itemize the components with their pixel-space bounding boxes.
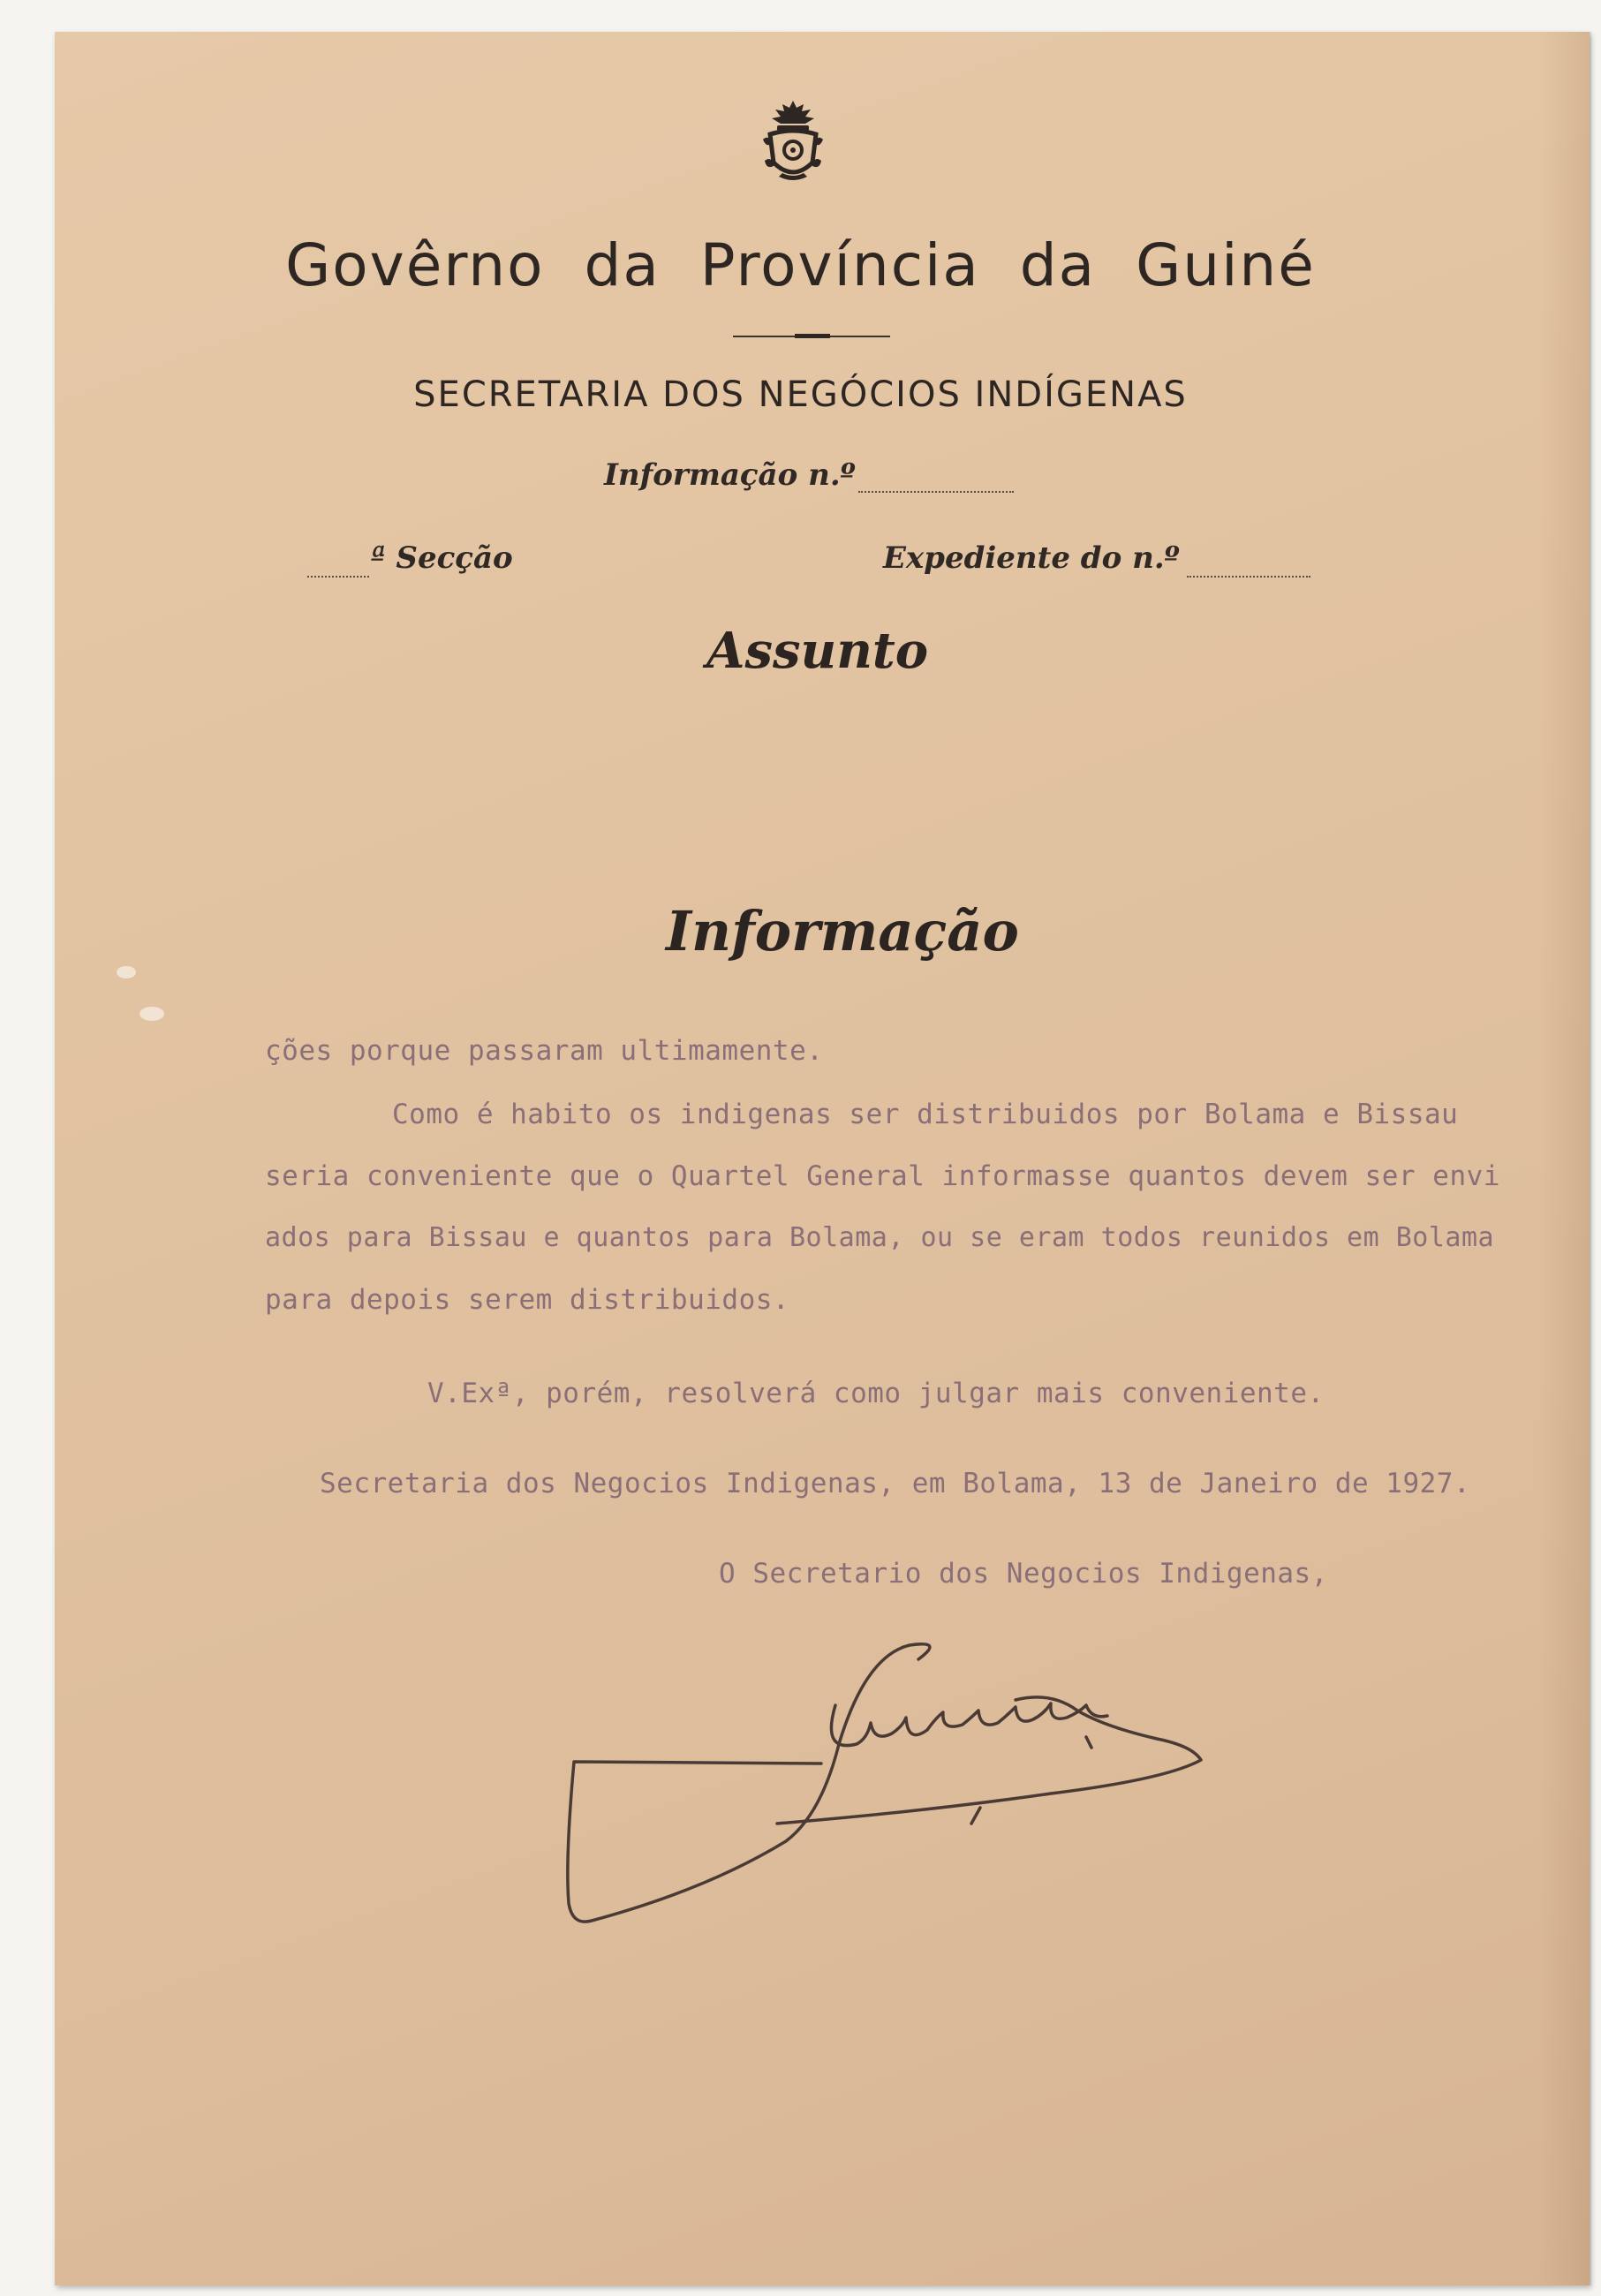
section-label: ª Secção — [371, 540, 513, 576]
body-line: seria conveniente que o Quartel General informasse quantos devem ser envi — [265, 1160, 1500, 1192]
information-number-field — [858, 491, 1014, 493]
paper-shadow-edge — [1538, 32, 1591, 2285]
body-line: Como é habito os indigenas ser distribuidos por Bolama e Bissau — [392, 1099, 1459, 1130]
body-line: ções porque passaram ultimamente. — [265, 1035, 824, 1067]
subject-heading: Assunto — [706, 622, 929, 680]
title-divider-ornament — [795, 334, 830, 338]
place-date-line: Secretaria dos Negocios Indigenas, em Bolama, 13 de Janeiro de 1927. — [320, 1468, 1471, 1499]
closing-line: V.Exª, porém, resolverá como julgar mais conveniente. — [427, 1378, 1325, 1409]
government-title: Govêrno da Província da Guiné — [285, 231, 1316, 299]
section-number-field — [307, 576, 369, 578]
handwritten-signature — [556, 1638, 1263, 1938]
body-line: ados para Bissau e quantos para Bolama, ou se eram todos reunidos em Bolama — [265, 1222, 1495, 1253]
information-heading: Informação — [666, 899, 1019, 963]
document-sheet — [55, 32, 1590, 2285]
coat-of-arms-icon — [759, 99, 827, 185]
information-number-label: Informação n.º — [604, 457, 856, 493]
department-title: SECRETARIA DOS NEGÓCIOS INDÍGENAS — [413, 374, 1188, 415]
body-line: para depois serem distribuidos. — [265, 1284, 790, 1316]
paper-stain — [117, 966, 136, 978]
dispatch-label: Expediente do n.º — [883, 540, 1180, 576]
signatory-title: O Secretario dos Negocios Indigenas, — [719, 1558, 1328, 1590]
dispatch-number-field — [1187, 576, 1310, 578]
paper-stain — [140, 1007, 164, 1021]
